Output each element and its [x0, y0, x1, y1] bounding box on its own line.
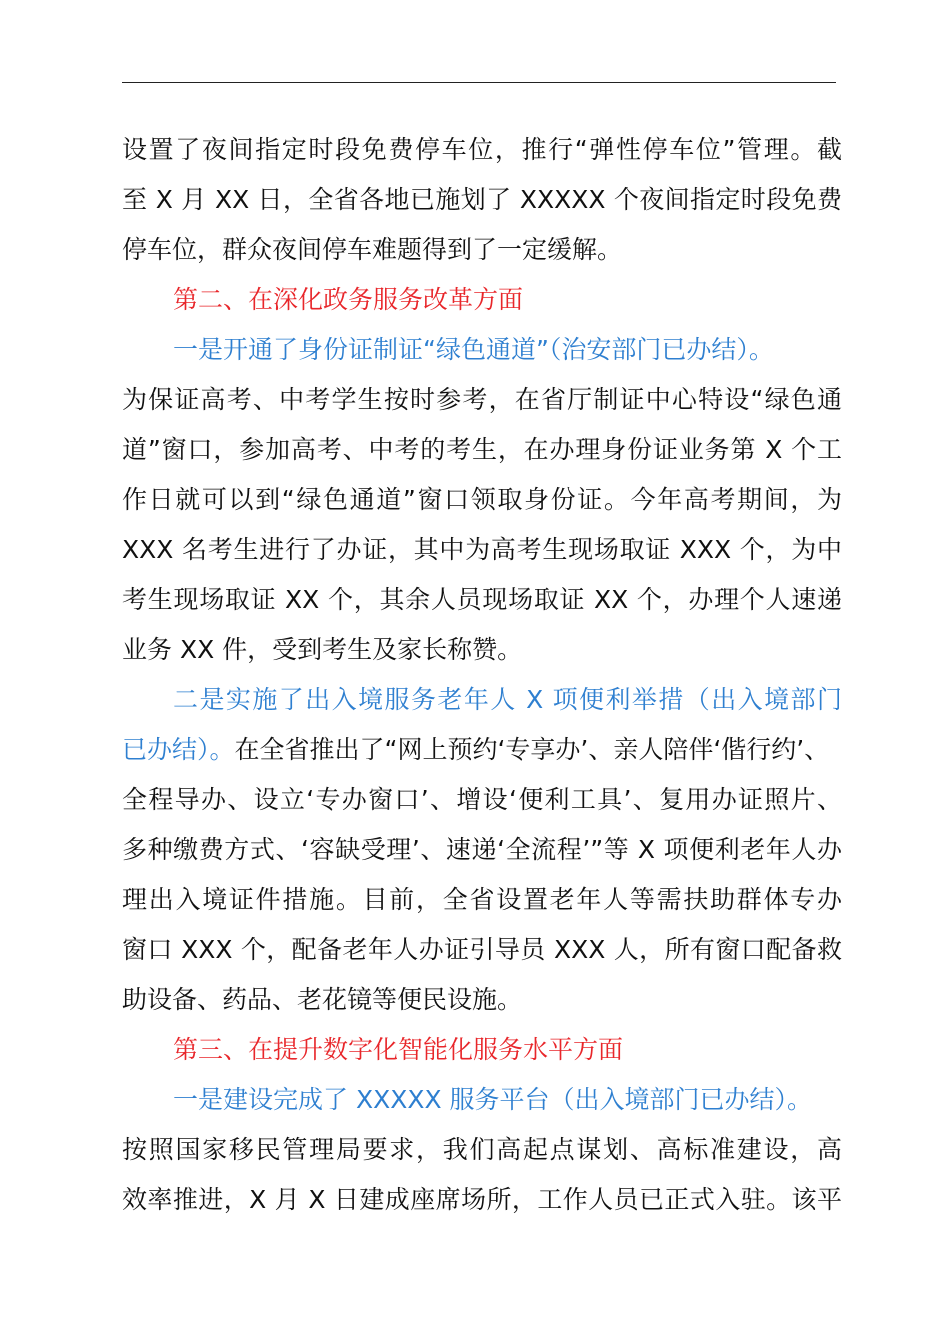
paragraph-line: 助设备、药品、老花镜等便民设施。	[122, 985, 523, 1014]
paragraph-line: 考生现场取证 XX 个，其余人员现场取证 XX 个，办理个人速递	[122, 585, 842, 614]
document-body	[122, 125, 842, 1225]
paragraph-line: 设置了夜间指定时段免费停车位，推行“弹性停车位”管理。截	[122, 135, 842, 164]
paragraph-line: 停车位，群众夜间停车难题得到了一定缓解。	[122, 235, 623, 264]
paragraph-line: 至 X 月 XX 日，全省各地已施划了 XXXXX 个夜间指定时段免费	[122, 185, 842, 214]
subsection-heading: 二是实施了出入境服务老年人 X 项便利举措（出入境部门	[173, 685, 842, 714]
paragraph-line: 全程导办、设立‘专办窗口’、增设‘便利工具’、复用办证照片、	[122, 785, 842, 814]
subsection-heading-tail: 已办结）。	[122, 735, 235, 764]
paragraph-text: 在全省推出了“网上预约‘专享办’、亲人陪伴‘偕行约’、	[234, 735, 830, 764]
subsection-heading: 一是建设完成了 XXXXX 服务平台（出入境部门已办结）。	[173, 1085, 813, 1114]
paragraph-line: 多种缴费方式、‘容缺受理’、速递‘全流程’”等 X 项便利老年人办	[122, 835, 842, 864]
paragraph-line: 效率推进，X 月 X 日建成座席场所，工作人员已正式入驻。该平	[122, 1185, 842, 1214]
section-heading: 第三、在提升数字化智能化服务水平方面	[173, 1035, 624, 1064]
paragraph-line: 按照国家移民管理局要求，我们高起点谋划、高标准建设，高	[122, 1135, 842, 1164]
paragraph-line: 窗口 XXX 个，配备老年人办证引导员 XXX 人，所有窗口配备救	[122, 935, 842, 964]
header-rule	[122, 82, 836, 83]
paragraph-line: 作日就可以到“绿色通道”窗口领取身份证。今年高考期间，为	[122, 485, 842, 514]
section-heading: 第二、在深化政务服务改革方面	[173, 285, 524, 314]
paragraph-line	[122, 725, 842, 775]
subsection-heading: 一是开通了身份证制证“绿色通道”（治安部门已办结）。	[173, 335, 774, 364]
paragraph-line: 为保证高考、中考学生按时参考，在省厅制证中心特设“绿色通	[122, 385, 842, 414]
paragraph-line: 业务 XX 件，受到考生及家长称赞。	[122, 635, 523, 664]
paragraph-line: XXX 名考生进行了办证，其中为高考生现场取证 XXX 个，为中	[122, 535, 842, 564]
paragraph-line: 理出入境证件措施。目前，全省设置老年人等需扶助群体专办	[122, 885, 842, 914]
paragraph-line: 道”窗口，参加高考、中考的考生，在办理身份证业务第 X 个工	[122, 435, 842, 464]
